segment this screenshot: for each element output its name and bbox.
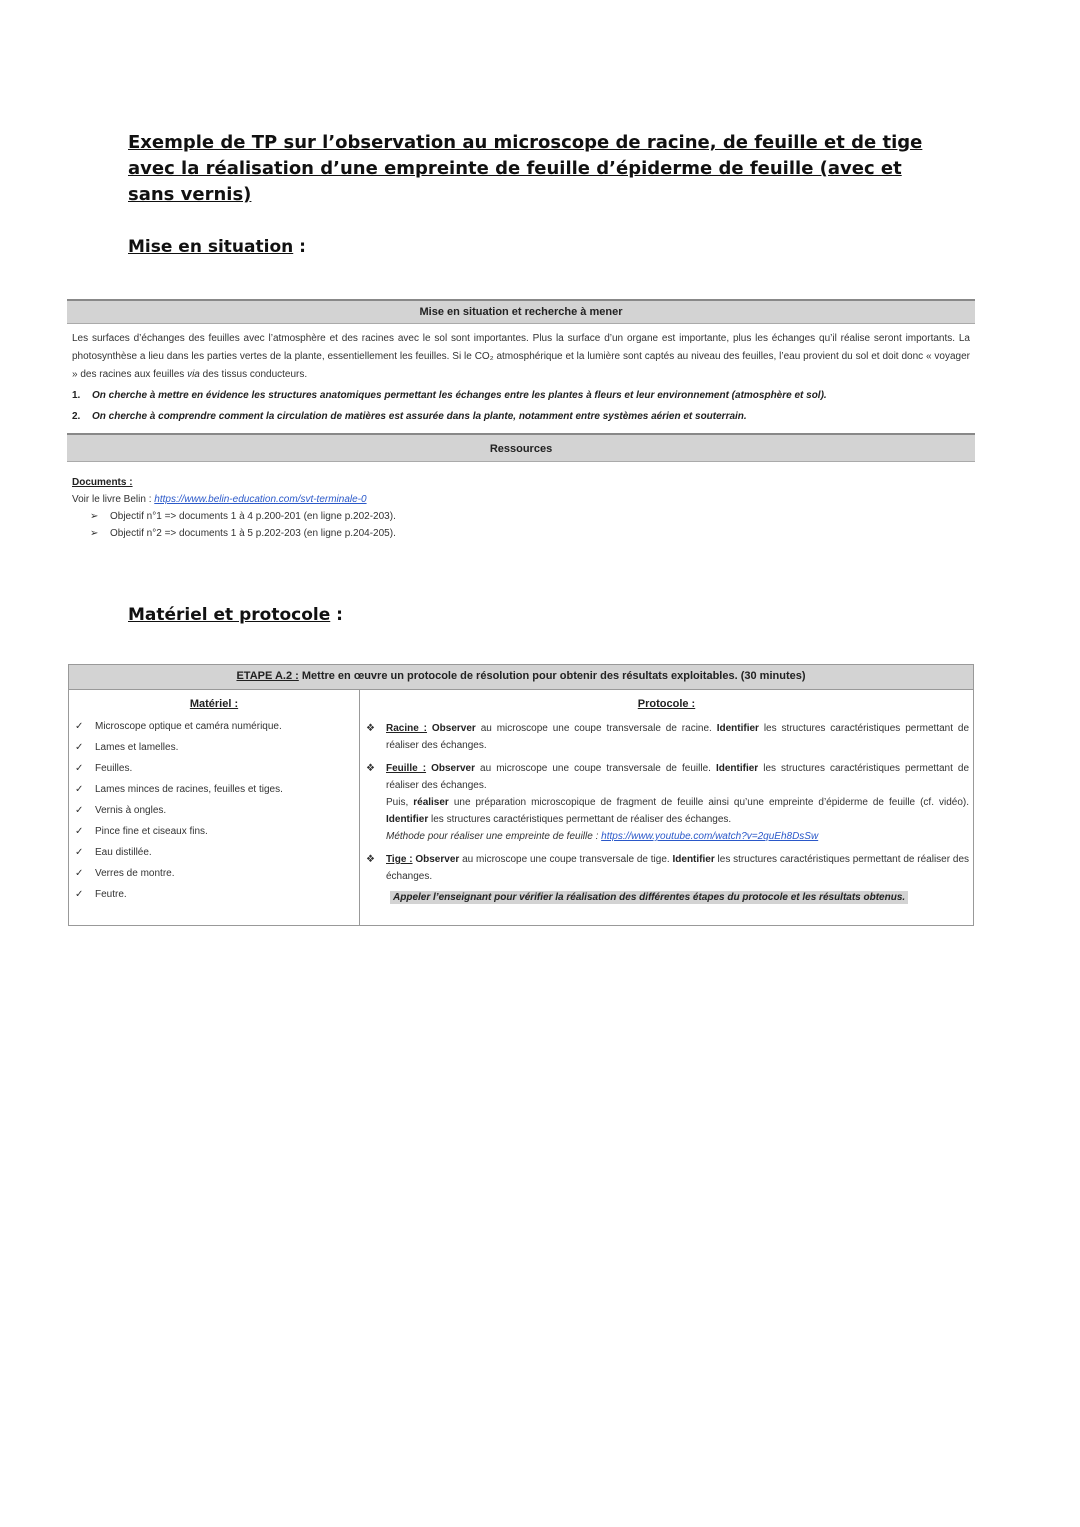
documents-label: Documents :	[72, 477, 133, 488]
protocol-table	[68, 664, 974, 926]
arrow-bullet-icon: ➢	[90, 511, 99, 522]
protocole-column	[360, 690, 973, 925]
check-icon: ✓	[75, 826, 84, 837]
band-mise-en-situation: Mise en situation et recherche à mener	[67, 299, 975, 324]
check-icon: ✓	[75, 721, 84, 732]
goal-1: 1. On cherche à mettre en évidence les structures anatomiques permettant les échanges entre les plantes à fleurs et leur environnement (atmosphère et sol).	[72, 390, 827, 401]
list-item: ➢ Objectif n°1 => documents 1 à 4 p.200-201 (en ligne p.202-203).	[90, 508, 396, 525]
goal-2: 2. On cherche à comprendre comment la circulation de matières est assurée dans la plante, notamment entre systèmes aérien et souterrain.	[72, 411, 747, 422]
diamond-bullet-icon: ❖	[366, 723, 375, 734]
list-item: ✓ Microscope optique et caméra numérique.	[75, 721, 282, 732]
teacher-callout: Appeler l’enseignant pour vérifier la réalisation des différentes étapes du protocole et les résultats obtenus.	[390, 891, 908, 904]
youtube-link[interactable]: https://www.youtube.com/watch?v=2quEh8DsSw	[601, 831, 819, 842]
documents-block	[72, 474, 396, 542]
section-title-mise-en-situation: Mise en situation :	[128, 237, 306, 257]
documents-list	[90, 508, 396, 542]
check-icon: ✓	[75, 847, 84, 858]
list-item: ✓ Feuilles.	[75, 763, 133, 774]
check-icon: ✓	[75, 784, 84, 795]
table-header: ETAPE A.2 : Mettre en œuvre un protocole de résolution pour obtenir des résultats exploitables. (30 minutes)	[69, 665, 973, 690]
check-icon: ✓	[75, 742, 84, 753]
book-line: Voir le livre Belin : https://www.belin-education.com/svt-terminale-0	[72, 494, 367, 505]
list-item: ✓ Feutre.	[75, 889, 127, 900]
arrow-bullet-icon: ➢	[90, 528, 99, 539]
materiel-column	[69, 690, 360, 925]
protocole-feuille: ❖ Feuille : Observer au microscope une coupe transversale de feuille. Identifier les structures caractéristiques permettant de réaliser des échanges. Puis, réaliser une préparation microscopique de fragment de feuille ainsi qu’une empreinte d’épiderme de feuille (cf. vidéo). Identifier les structures caractéristiques permettant de réaliser des échanges. Méthode pour réaliser une empreinte de feuille : https://www.youtube.com/watch?v=2quEh8DsSw	[386, 760, 969, 845]
list-item: ✓ Lames et lamelles.	[75, 742, 179, 753]
diamond-bullet-icon: ❖	[366, 763, 375, 774]
materiel-list	[69, 721, 359, 910]
list-item: ✓ Verres de montre.	[75, 868, 175, 879]
list-item: ✓ Lames minces de racines, feuilles et tiges.	[75, 784, 283, 795]
list-item: ✓ Vernis à ongles.	[75, 805, 167, 816]
intro-paragraph: Les surfaces d’échanges des feuilles avec l’atmosphère et des racines avec le sol sont importantes. Plus la surface d’un organe est importante, plus les échanges qu’il réalise seront importants. La photosynthèse a lieu dans les parties vertes de la plante, essentiellement les feuilles. Si le CO₂ atmosphérique et la lumière sont captés au niveau des feuilles, l’eau provient du sol et doit donc « voyager » des racines aux feuilles via des tissus conducteurs.	[72, 333, 971, 380]
protocole-racine: ❖ Racine : Observer au microscope une coupe transversale de racine. Identifier les structures caractéristiques permettant de réaliser des échanges.	[386, 720, 969, 754]
belin-link[interactable]: https://www.belin-education.com/svt-terminale-0	[154, 494, 367, 505]
materiel-title: Matériel :	[189, 698, 239, 710]
list-item: ✓ Eau distillée.	[75, 847, 152, 858]
check-icon: ✓	[75, 868, 84, 879]
list-item: ➢ Objectif n°2 => documents 1 à 5 p.202-203 (en ligne p.204-205).	[90, 525, 396, 542]
list-item: ✓ Pince fine et ciseaux fins.	[75, 826, 208, 837]
protocole-tige: ❖ Tige : Observer au microscope une coupe transversale de tige. Identifier les structures caractéristiques permettant de réaliser des échanges.	[386, 851, 969, 885]
check-icon: ✓	[75, 889, 84, 900]
section-title-materiel-protocole: Matériel et protocole :	[128, 605, 343, 625]
protocole-list	[360, 720, 973, 904]
band-ressources: Ressources	[67, 433, 975, 462]
check-icon: ✓	[75, 805, 84, 816]
check-icon: ✓	[75, 763, 84, 774]
page-title: Exemple de TP sur l’observation au microscope de racine, de feuille et de tige avec la réalisation d’une empreinte de feuille d’épiderme de feuille (avec et sans vernis)	[128, 132, 923, 205]
diamond-bullet-icon: ❖	[366, 854, 375, 865]
protocole-title: Protocole :	[637, 698, 696, 710]
